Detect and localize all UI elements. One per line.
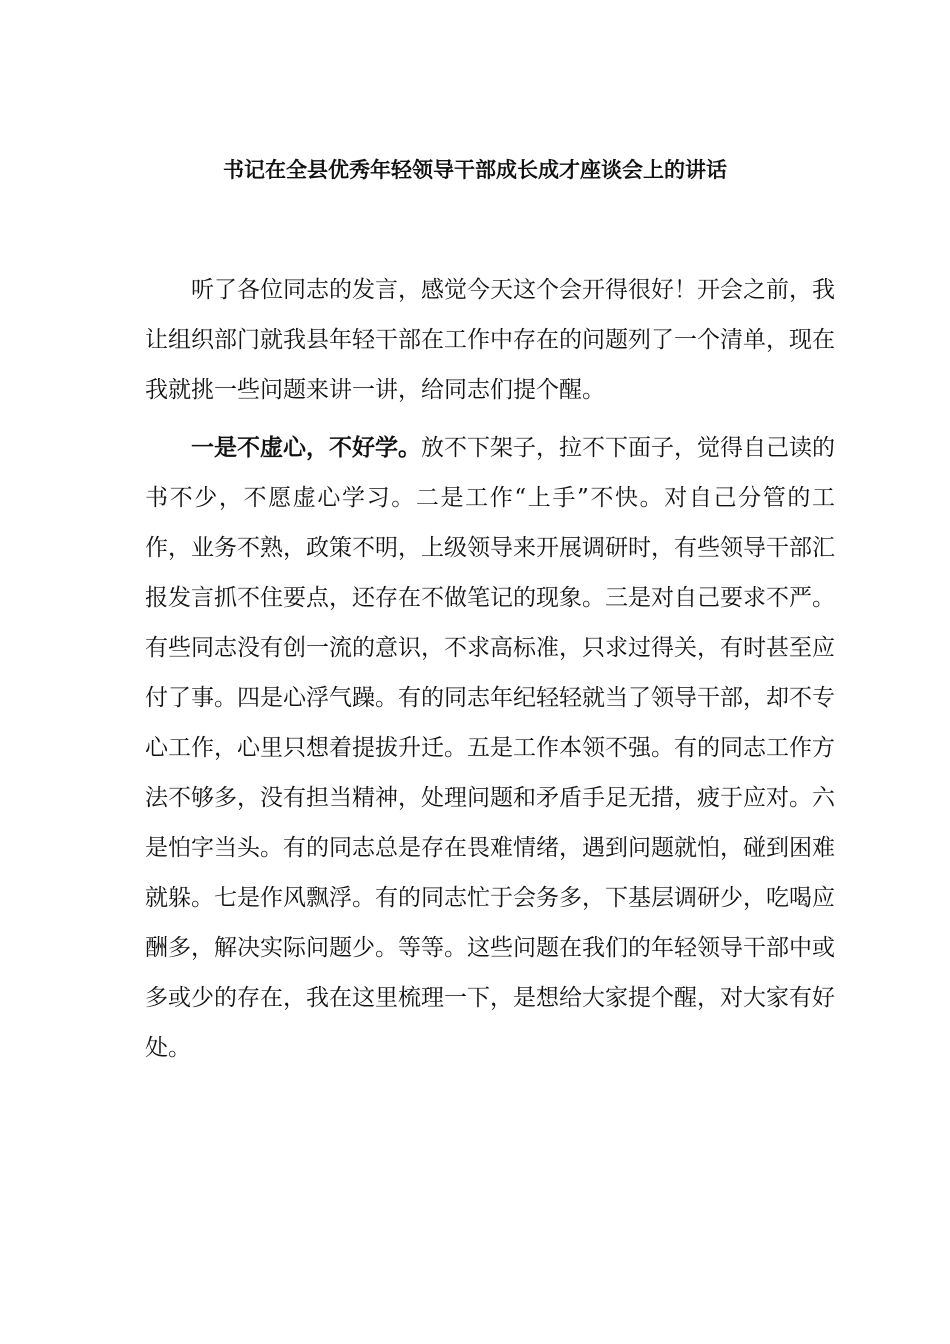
- paragraph-problems-text: 放不下架子，拉不下面子，觉得自己读的书不少，不愿虚心学习。二是工作“上手”不快。对自己分管的工作，业务不熟，政策不明，上级领导来开展调研时，有些领导干部汇报发言抓不住要点，还存在不做笔记的现象。三是对自己要求不严。有些同志没有创一流的意识，不求高标准，只求过得关，有时甚至应付了事。四是心浮气躁。有的同志年纪轻轻就当了领导干部，却不专心工作，心里只想着提拔升迁。五是工作本领不强。有的同志工作方法不够多，没有担当精神，处理问题和矛盾手足无措，疲于应对。六是怕字当头。有的同志总是存在畏难情绪，遇到问题就怕，碰到困难就躲。七是作风飘浮。有的同志忙于会务多，下基层调研少，吃喝应酬多，解决实际问题少。等等。这些问题在我们的年轻领导干部中或多或少的存在，我在这里梳理一下，是想给大家提个醒，对大家有好处。: [145, 435, 835, 1061]
- paragraph-intro-text: 听了各位同志的发言，感觉今天这个会开得很好！开会之前，我让组织部门就我县年轻干部在工作中存在的问题列了一个清单，现在我就挑一些问题来讲一讲，给同志们提个醒。: [145, 277, 835, 403]
- paragraph-problems: [145, 423, 835, 1073]
- paragraph-intro: [145, 265, 835, 415]
- document-title: 书记在全县优秀年轻领导干部成长成才座谈会上的讲话: [223, 157, 727, 182]
- paragraph-problems-lead: 一是不虚心，不好学。: [191, 434, 421, 461]
